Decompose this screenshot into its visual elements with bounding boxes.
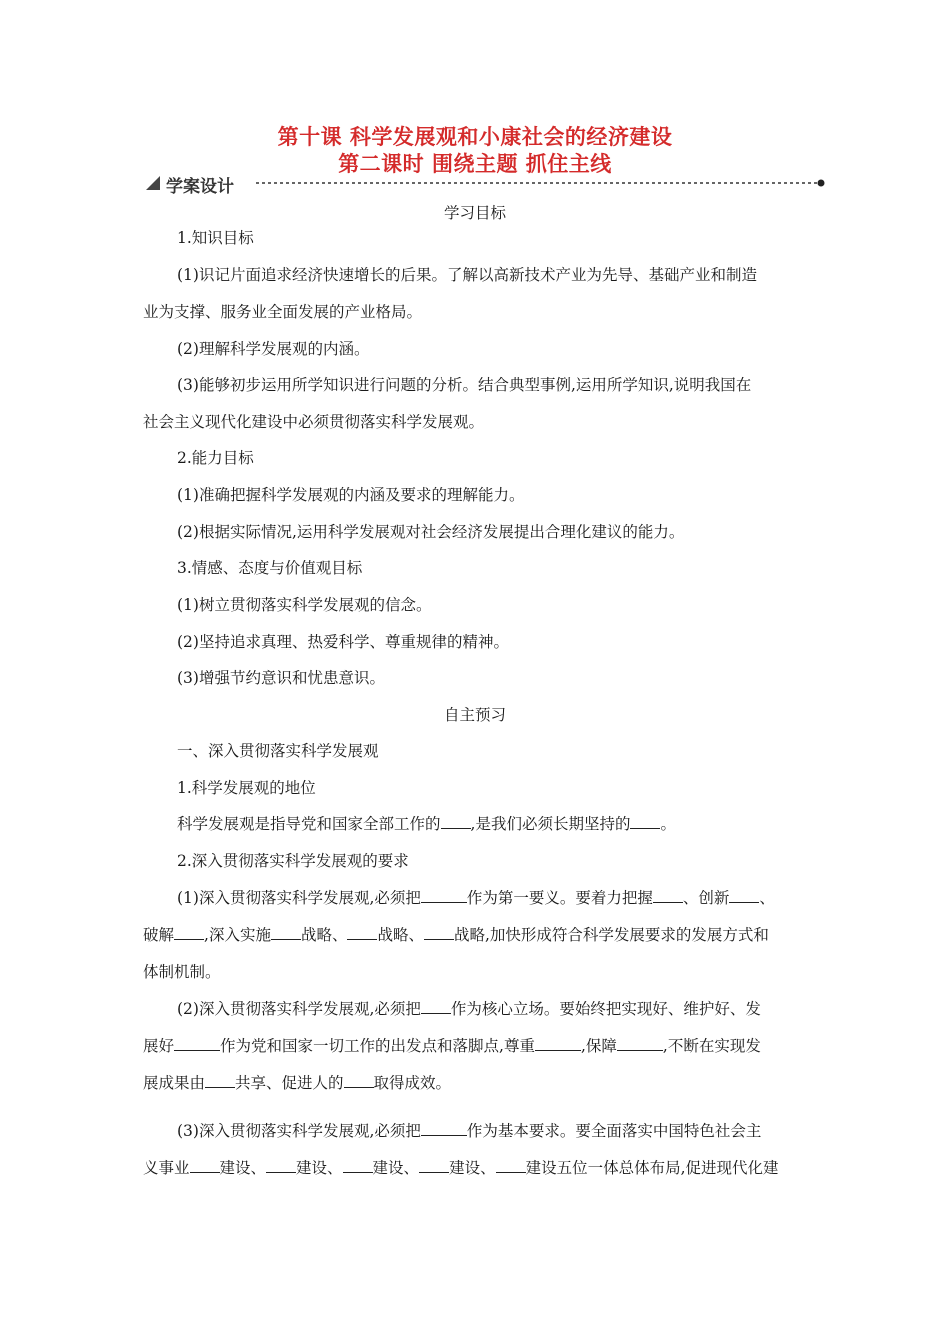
paragraph-line: (2)坚持追求真理、热爱科学、尊重规律的精神。 <box>177 633 509 651</box>
answer-blank[interactable] <box>421 1121 467 1136</box>
objectives-heading: 学习目标 <box>443 204 506 222</box>
fill-blank-line: 展好 作为党和国家一切工作的出发点和落脚点,尊重 ,保障 ,不断在实现发 <box>143 1037 761 1055</box>
answer-blank[interactable] <box>421 999 451 1014</box>
preview-heading: 自主预习 <box>443 706 506 724</box>
paragraph-line: 2.深入贯彻落实科学发展观的要求 <box>177 852 409 870</box>
answer-blank[interactable] <box>205 1073 235 1088</box>
answer-blank[interactable] <box>419 1158 449 1173</box>
answer-blank[interactable] <box>535 1036 581 1051</box>
answer-blank[interactable] <box>729 888 759 903</box>
fill-blank-line: 义事业 建设、 建设、 建设、 建设、 建设五位一体总体布局,促进现代化建 <box>143 1159 779 1177</box>
paragraph-line: (3)增强节约意识和忧患意识。 <box>177 669 385 687</box>
answer-blank[interactable] <box>421 888 467 903</box>
answer-blank[interactable] <box>190 1158 220 1173</box>
answer-blank[interactable] <box>266 1158 296 1173</box>
fill-blank-line: 展成果由 共享、促进人的 取得成效。 <box>143 1074 452 1092</box>
paragraph-line: 2.能力目标 <box>177 449 254 467</box>
lesson-subtitle: 第二课时 围绕主题 抓住主线 <box>338 152 612 176</box>
answer-blank[interactable] <box>424 925 454 940</box>
paragraph-line: (2)理解科学发展观的内涵。 <box>177 340 370 358</box>
answer-blank[interactable] <box>653 888 683 903</box>
fill-blank-line: (2)深入贯彻落实科学发展观,必须把 作为核心立场。要始终把实现好、维护好、发 <box>177 1000 761 1018</box>
paragraph-line: (1)准确把握科学发展观的内涵及要求的理解能力。 <box>177 486 525 504</box>
answer-blank[interactable] <box>617 1036 663 1051</box>
paragraph-line: (2)根据实际情况,运用科学发展观对社会经济发展提出合理化建议的能力。 <box>177 523 685 541</box>
fill-blank-line: (3)深入贯彻落实科学发展观,必须把 作为基本要求。要全面落实中国特色社会主 <box>177 1122 762 1140</box>
answer-blank[interactable] <box>271 925 301 940</box>
fill-blank-line: (1)深入贯彻落实科学发展观,必须把 作为第一要义。要着力把握 、创新 、 <box>177 889 775 907</box>
fill-blank-line: 破解 ,深入实施 战略、 战略、 战略,加快形成符合科学发展要求的发展方式和 <box>143 926 769 944</box>
paragraph-line: 体制机制。 <box>143 963 221 981</box>
banner-decoration-icon <box>144 172 828 194</box>
answer-blank[interactable] <box>174 1036 220 1051</box>
paragraph-line: 1.知识目标 <box>177 229 254 247</box>
paragraph-line: (1)识记片面追求经济快速增长的后果。了解以高新技术产业为先导、基础产业和制造 <box>177 266 757 284</box>
answer-blank[interactable] <box>496 1158 526 1173</box>
section-banner <box>144 172 828 197</box>
paragraph-line: 社会主义现代化建设中必须贯彻落实科学发展观。 <box>143 413 485 431</box>
answer-blank[interactable] <box>441 814 471 829</box>
paragraph-line: (1)树立贯彻落实科学发展观的信念。 <box>177 596 432 614</box>
paragraph-line: (3)能够初步运用所学知识进行问题的分析。结合典型事例,运用所学知识,说明我国在 <box>177 376 752 394</box>
paragraph-line: 3.情感、态度与价值观目标 <box>177 559 363 577</box>
banner-label: 学案设计 <box>166 177 234 197</box>
answer-blank[interactable] <box>347 925 377 940</box>
paragraph-line: 一、深入贯彻落实科学发展观 <box>177 742 379 760</box>
lesson-title: 第十课 科学发展观和小康社会的经济建设 <box>277 125 673 149</box>
answer-blank[interactable] <box>343 1158 373 1173</box>
answer-blank[interactable] <box>344 1073 374 1088</box>
paragraph-line: 1.科学发展观的地位 <box>177 779 316 797</box>
answer-blank[interactable] <box>174 925 204 940</box>
paragraph-line: 业为支撑、服务业全面发展的产业格局。 <box>143 303 423 321</box>
fill-blank-line: 科学发展观是指导党和国家全部工作的 ,是我们必须长期坚持的 。 <box>177 815 676 833</box>
answer-blank[interactable] <box>630 814 660 829</box>
